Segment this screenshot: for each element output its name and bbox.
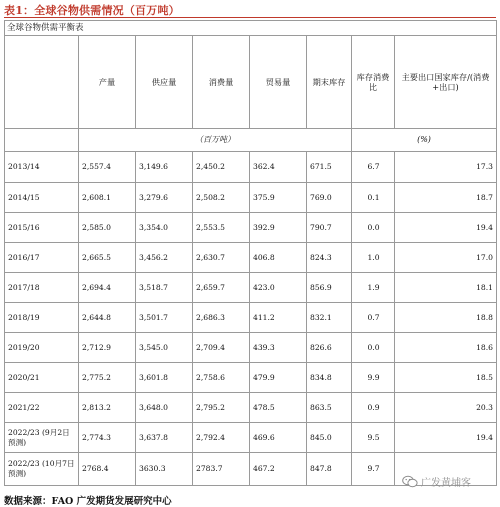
table-row: [5, 243, 497, 273]
row-year: 2020/21: [5, 363, 79, 393]
cell-production: 2,813.2: [79, 393, 136, 423]
cell-production: 2,665.5: [79, 243, 136, 273]
cell-supply: 3,518.7: [136, 273, 193, 303]
unit-million-tons: （百万吨）: [79, 129, 352, 152]
cell-trade: 478.5: [250, 393, 307, 423]
header-blank: [5, 36, 79, 129]
cell-supply: 3,501.7: [136, 303, 193, 333]
watermark: [402, 474, 471, 489]
cell-stock-to-use: 1.0: [352, 243, 395, 273]
row-year: 2016/17: [5, 243, 79, 273]
header-trade: 贸易量: [250, 36, 307, 129]
table-caption: 表1：全球谷物供需情况（百万吨）: [4, 4, 180, 17]
header-stock-to-use: 库存消费比: [352, 36, 395, 129]
source-note: 数据来源：FAO 广发期货发展研究中心: [4, 496, 172, 507]
cell-ending-stocks: 832.1: [307, 303, 352, 333]
row-year: 2014/15: [5, 183, 79, 213]
cell-ending-stocks: 856.9: [307, 273, 352, 303]
cell-supply: 3,456.2: [136, 243, 193, 273]
row-year: 2017/18: [5, 273, 79, 303]
cell-exporter-stocks-ratio: 20.3: [395, 393, 497, 423]
cell-ending-stocks: 826.6: [307, 333, 352, 363]
cell-exporter-stocks-ratio: 17.3: [395, 152, 497, 183]
cell-ending-stocks: 863.5: [307, 393, 352, 423]
row-year: 2019/20: [5, 333, 79, 363]
cell-exporter-stocks-ratio: 19.4: [395, 423, 497, 453]
header-supply: 供应量: [136, 36, 193, 129]
cell-consumption: 2,758.6: [193, 363, 250, 393]
cell-exporter-stocks-ratio: 18.1: [395, 273, 497, 303]
table-row: [5, 363, 497, 393]
table-title: 全球谷物供需平衡表: [5, 21, 497, 36]
cell-exporter-stocks-ratio: 18.7: [395, 183, 497, 213]
cell-consumption: 2,709.4: [193, 333, 250, 363]
cell-production: 2,694.4: [79, 273, 136, 303]
cell-production: 2,608.1: [79, 183, 136, 213]
cell-stock-to-use: 9.7: [352, 453, 395, 486]
cell-consumption: 2,508.2: [193, 183, 250, 213]
cell-consumption: 2,553.5: [193, 213, 250, 243]
cell-production: 2768.4: [79, 453, 136, 486]
cell-ending-stocks: 790.7: [307, 213, 352, 243]
cell-stock-to-use: 6.7: [352, 152, 395, 183]
cell-exporter-stocks-ratio: 19.4: [395, 213, 497, 243]
wechat-icon: [402, 475, 418, 488]
cell-stock-to-use: 9.9: [352, 363, 395, 393]
cell-ending-stocks: 845.0: [307, 423, 352, 453]
cell-production: 2,775.2: [79, 363, 136, 393]
cell-stock-to-use: 0.0: [352, 333, 395, 363]
cell-trade: 392.9: [250, 213, 307, 243]
row-year: 2022/23 (10月7日预测): [5, 453, 79, 486]
cell-stock-to-use: 0.0: [352, 213, 395, 243]
grain-supply-demand-table: [4, 20, 497, 486]
cell-exporter-stocks-ratio: 18.5: [395, 363, 497, 393]
cell-ending-stocks: 847.8: [307, 453, 352, 486]
cell-trade: 406.8: [250, 243, 307, 273]
row-year: 2022/23 (9月2日预测): [5, 423, 79, 453]
cell-trade: 375.9: [250, 183, 307, 213]
cell-supply: 3630.3: [136, 453, 193, 486]
cell-consumption: 2,630.7: [193, 243, 250, 273]
cell-ending-stocks: 769.0: [307, 183, 352, 213]
cell-supply: 3,545.0: [136, 333, 193, 363]
table-row: [5, 423, 497, 453]
cell-trade: 467.2: [250, 453, 307, 486]
cell-stock-to-use: 0.9: [352, 393, 395, 423]
cell-consumption: 2,686.3: [193, 303, 250, 333]
cell-stock-to-use: 9.5: [352, 423, 395, 453]
cell-trade: 469.6: [250, 423, 307, 453]
cell-trade: 362.4: [250, 152, 307, 183]
cell-supply: 3,354.0: [136, 213, 193, 243]
cell-ending-stocks: 834.8: [307, 363, 352, 393]
cell-exporter-stocks-ratio: 17.0: [395, 243, 497, 273]
header-production: 产量: [79, 36, 136, 129]
cell-stock-to-use: 0.7: [352, 303, 395, 333]
table-row: [5, 303, 497, 333]
cell-trade: 479.9: [250, 363, 307, 393]
cell-trade: 411.2: [250, 303, 307, 333]
cell-production: 2,774.3: [79, 423, 136, 453]
unit-blank: [5, 129, 79, 152]
cell-production: 2,585.0: [79, 213, 136, 243]
cell-stock-to-use: 0.1: [352, 183, 395, 213]
cell-exporter-stocks-ratio: 18.6: [395, 333, 497, 363]
table-row: [5, 333, 497, 363]
table-row: [5, 183, 497, 213]
table-body: [5, 152, 497, 486]
cell-supply: 3,648.0: [136, 393, 193, 423]
cell-ending-stocks: 671.5: [307, 152, 352, 183]
row-year: 2015/16: [5, 213, 79, 243]
cell-stock-to-use: 1.9: [352, 273, 395, 303]
table-row: [5, 152, 497, 183]
cell-supply: 3,149.6: [136, 152, 193, 183]
cell-production: 2,557.4: [79, 152, 136, 183]
watermark-text: 广发黄埔客: [421, 478, 471, 489]
row-year: 2013/14: [5, 152, 79, 183]
cell-production: 2,644.8: [79, 303, 136, 333]
header-ending-stocks: 期末库存: [307, 36, 352, 129]
cell-ending-stocks: 824.3: [307, 243, 352, 273]
cell-supply: 3,601.8: [136, 363, 193, 393]
cell-consumption: 2,659.7: [193, 273, 250, 303]
cell-production: 2,712.9: [79, 333, 136, 363]
header-consumption: 消费量: [193, 36, 250, 129]
row-year: 2018/19: [5, 303, 79, 333]
cell-supply: 3,279.6: [136, 183, 193, 213]
unit-percent: (%): [352, 129, 497, 152]
table-row: [5, 273, 497, 303]
cell-consumption: 2,450.2: [193, 152, 250, 183]
cell-consumption: 2,795.2: [193, 393, 250, 423]
header-exporter-stocks-ratio: 主要出口国家库存/(消费+出口): [395, 36, 497, 129]
table-row: [5, 213, 497, 243]
cell-consumption: 2783.7: [193, 453, 250, 486]
cell-trade: 439.3: [250, 333, 307, 363]
cell-supply: 3,637.8: [136, 423, 193, 453]
cell-trade: 423.0: [250, 273, 307, 303]
row-year: 2021/22: [5, 393, 79, 423]
cell-exporter-stocks-ratio: 18.8: [395, 303, 497, 333]
table-row: [5, 393, 497, 423]
cell-consumption: 2,792.4: [193, 423, 250, 453]
caption-divider: [4, 17, 496, 18]
